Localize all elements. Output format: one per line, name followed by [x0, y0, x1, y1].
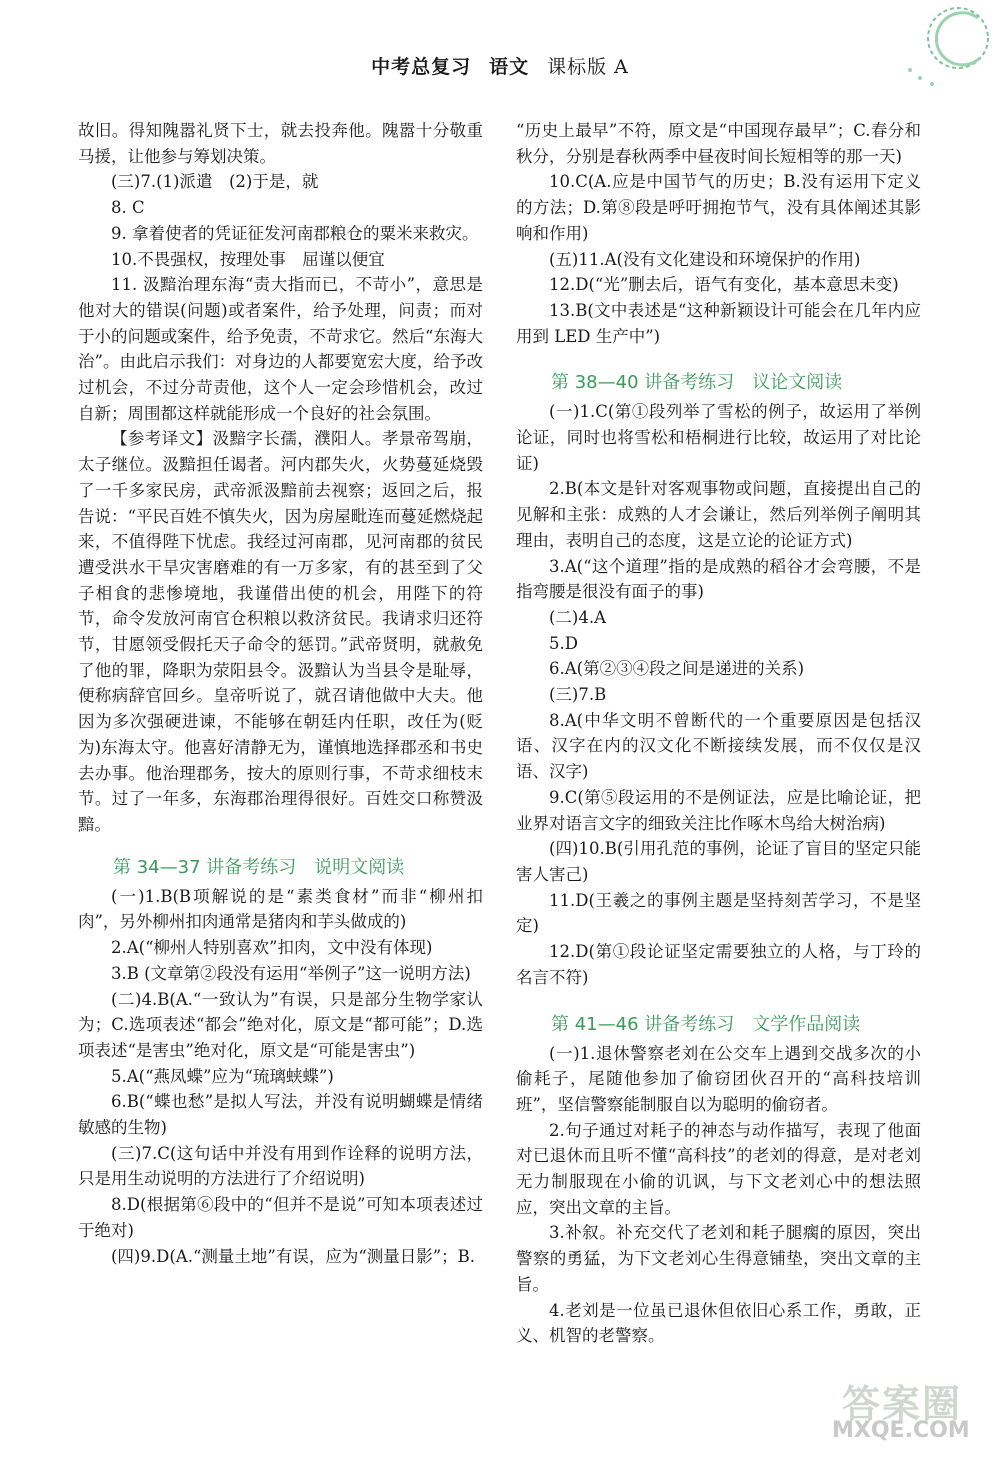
paragraph: 故旧。得知隗嚣礼贤下士，就去投奔他。隗嚣十分敬重马援，让他参与筹划决策。 [78, 121, 483, 166]
answer: (五)11.A(没有文化建设和环境保护的作用) [549, 249, 861, 269]
answer: (三)7.C(这句话中并没有用到作诠释的说明方法，只是用生动说明的方法进行了介绍说明) [78, 1143, 483, 1189]
paragraph: “历史上最早”不符，原文是“中国现存最早”；C.春分和秋分，分别是春秋两季中昼夜时间长短相等的那一天) [516, 121, 921, 166]
answer: (三)7.(1)派遣 (2)于是，就 [111, 172, 319, 192]
answer: 10.不畏强权，按理处事 屈谨以便宜 [111, 249, 385, 269]
answer: 9. 拿着使者的凭证征发河南郡粮仓的粟米来救灾。 [111, 223, 479, 243]
corner-decoration-icon [880, 0, 1000, 100]
answer: 13.B(文中表述是“这种新颖设计可能会在几年内应用到 LED 生产中”) [516, 300, 921, 346]
page-header [0, 52, 1000, 79]
section-title-lecture: 第 41—46 讲备考练习 [551, 1013, 735, 1035]
answer: 3.B (文章第②段没有运用“举例子”这一说明方法) [111, 963, 471, 983]
section-title [516, 367, 921, 399]
answer: 2.A(“柳州人特别喜欢”扣肉，文中没有体现) [111, 938, 433, 958]
answer: (一)1.退休警察老刘在公交车上遇到交战多次的小偷耗子，尾随他参加了偷窃团伙召开的“高科技培训班”，坚信警察能制服自以为聪明的偷窃者。 [516, 1043, 921, 1114]
answer: 11.D(王羲之的事例主题是坚持刻苦学习，不是坚定) [516, 890, 921, 936]
section-title-lecture: 第 38—40 讲备考练习 [551, 372, 735, 394]
answer: 4.老刘是一位虽已退休但依旧心系工作，勇敢，正义、机智的老警察。 [516, 1300, 921, 1346]
section-title-topic: 文学作品阅读 [752, 1013, 861, 1035]
answer: 8.A(中华文明不曾断代的一个重要原因是包括汉语、汉字在内的汉文化不断接续发展，而不仅仅是汉语、汉字) [516, 710, 921, 782]
watermark-logo-text: 答案圈 [842, 1382, 963, 1426]
answer: 5.D [549, 633, 578, 653]
answer: 6.B(“蝶也愁”是拟人写法，并没有说明蝴蝶是情绪敏感的生物) [78, 1092, 483, 1138]
answer: (二)4.B(A.“一致认为”有误，只是部分生物学家认为；C.选项表述“都会”绝对化，原文是“都可能”；D.选项表述“是害虫”绝对化，原文是“可能是害虫”) [78, 989, 483, 1060]
answer: 5.A(“燕凤蝶”应为“琉璃蛱蝶”) [111, 1066, 334, 1086]
watermark-url: MXQE.COM [832, 1418, 970, 1443]
watermark-logo [832, 1365, 982, 1443]
answer: 2.B(本文是针对客观事物或问题，直接提出自己的见解和主张：成熟的人才会谦让，然后列举例子阐明其理由，表明自己的态度，这是立论的论证方式) [516, 479, 921, 550]
header-edition: 课标版 A [547, 56, 629, 78]
answer: 12.D(第①段论证坚定需要独立的人格，与丁玲的名言不符) [516, 942, 921, 987]
answer: 12.D(“光”删去后，语气有变化，基本意思未变) [549, 275, 899, 295]
right-column [516, 118, 921, 1349]
answer: (三)7.B [549, 685, 607, 705]
header-book-title: 中考总复习 [371, 56, 472, 78]
answer: 8. C [111, 198, 145, 218]
answer: 6.A(第②③④段之间是递进的关系) [549, 659, 805, 679]
header-subject: 语文 [489, 56, 530, 78]
section-title-lecture: 第 34—37 讲备考练习 [113, 856, 297, 878]
answer: (二)4.A [549, 607, 607, 627]
answer: (一)1.B(B项解说的是“素类食材”而非“柳州扣肉”，另外柳州扣肉通常是猪肉和芋头做成的) [78, 886, 483, 932]
left-column [78, 118, 483, 1269]
answer: (四)10.B(引用孔范的事例，论证了盲目的坚定只能害人害己) [516, 839, 921, 884]
answer: (一)1.C(第①段列举了雪松的例子，故运用了举例论证，同时也将雪松和梧桐进行比较，故运用了对比论证) [516, 402, 921, 473]
section-title-topic: 说明文阅读 [314, 856, 405, 878]
answer: (四)9.D(A.“测量土地”有误，应为“测量日影”；B. [111, 1246, 476, 1266]
reference-translation: 【参考译文】汲黯字长孺，濮阳人。孝景帝驾崩，太子继位。汲黯担任谒者。河内郡失火，火势蔓延烧毁了一千多家民房，武帝派汲黯前去视察；返回之后，报告说：“平民百姓不慎失火，因为房屋毗连而蔓延燃烧起来，不值得陛下忧虑。我经过河南郡，见河南郡的贫民遭受洪水干旱灾害磨难的有一万多家，有的甚至到了父子相食的悲惨境地，我谨借出使的机会，用陛下的符节，命令发放河南官仓积粮以救济贫民。我请求归还符节，甘愿领受假托天子命令的惩罚。”武帝贤明，就赦免了他的罪，降职为荥阳县令。汲黯认为当县令是耻辱，便称病辞官回乡。皇帝听说了，就召请他做中大夫。他因为多次强硬进谏，不能够在朝廷内任职，改任为(贬为)东海太守。他喜好清静无为，谨慎地选择郡丞和书史去办事。他治理郡务，按大的原则行事，不苛求细枝末节。过了一年多，东海郡治理得很好。百姓交口称赞汲黯。 [78, 429, 483, 834]
answer: 11. 汲黯治理东海“责大指而已，不苛小”，意思是他对大的错误(问题)或者案件，给予处理，问责；而对于小的问题或案件，给予免责，不苛求它。然后“东海大治”。由此启示我们：对身边的人都要宽宏大度，给予改过机会，不过分苛责他，这个人一定会珍惜机会，改过自新；周围都这样就能形成一个良好的社会氛围。 [78, 275, 483, 423]
answer: 2.句子通过对耗子的神态与动作描写，表现了他面对已退休而且听不懂“高科技”的老刘的得意，是对老刘无力制服现在小偷的讥讽，与下文老刘心中的想法照应，突出文章的主旨。 [516, 1120, 921, 1217]
answer: 8.D(根据第⑥段中的“但并不是说”可知本项表述过于绝对) [78, 1195, 483, 1240]
section-title-topic: 议论文阅读 [752, 372, 843, 394]
answer: 3.补叙。补充交代了老刘和耗子腿瘸的原因，突出警察的勇猛，为下文老刘心生得意铺垫，突出文章的主旨。 [516, 1223, 921, 1294]
section-title [78, 852, 483, 884]
answer: 9.C(第⑤段运用的不是例证法，应是比喻论证，把业界对语言文字的细致关注比作啄木鸟给大树治病) [516, 787, 921, 833]
answer: 10.C(A.应是中国节气的历史；B.没有运用下定义的方法；D.第⑧段是呼吁拥抱节气，没有具体阐述其影响和作用) [516, 172, 921, 243]
section-title [516, 1009, 921, 1041]
answer: 3.A(“这个道理”指的是成熟的稻谷才会弯腰，不是指弯腰是很没有面子的事) [516, 556, 921, 602]
